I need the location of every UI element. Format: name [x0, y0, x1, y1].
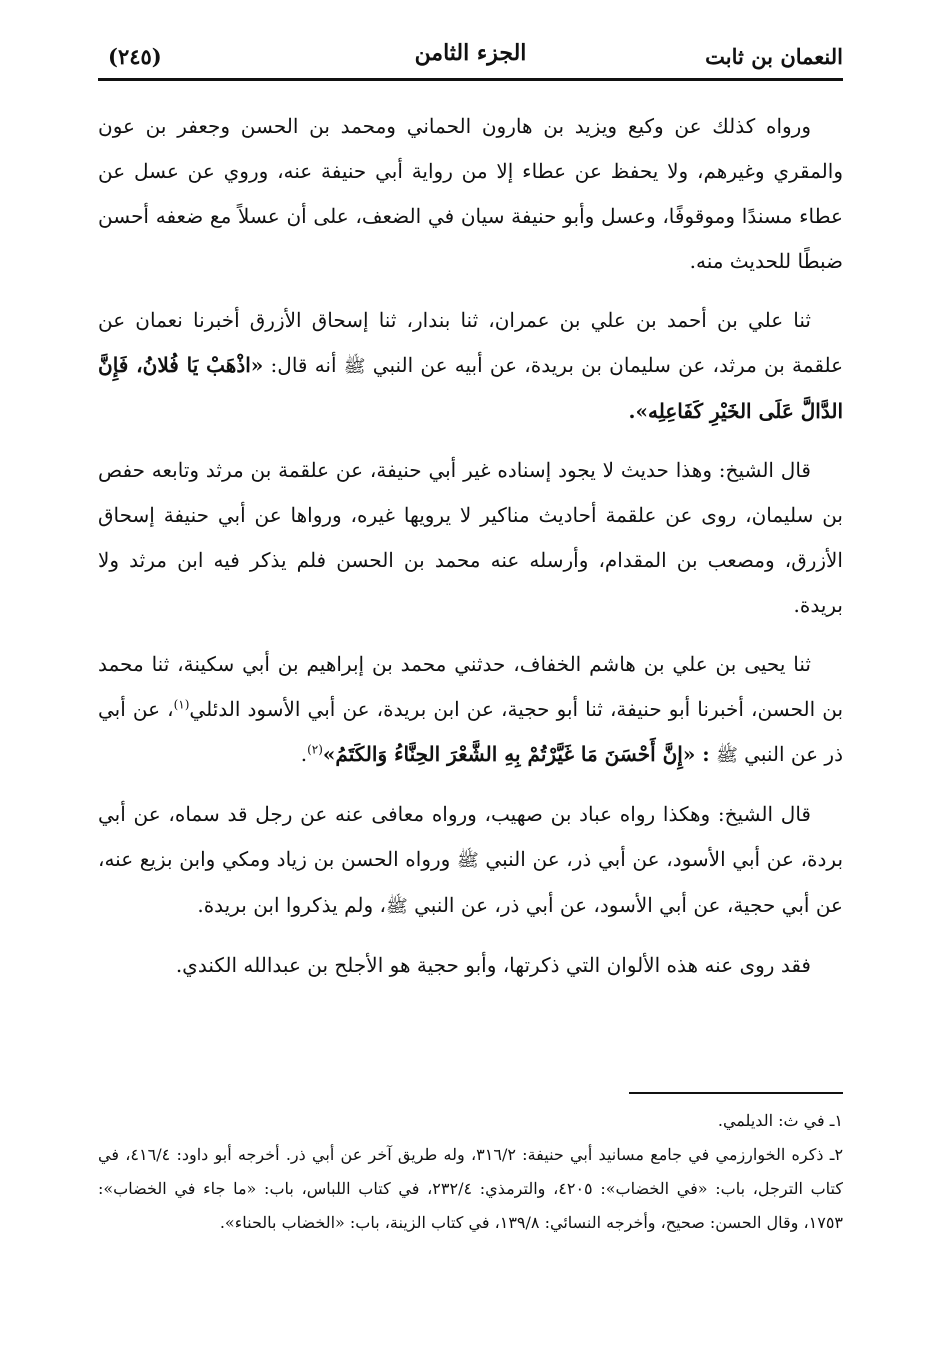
footnote-rule — [629, 1092, 843, 1094]
body-text — [98, 104, 843, 1002]
paragraph: ثنا علي بن أحمد بن علي بن عمران، ثنا بندار، ثنا إسحاق الأزرق أخبرنا نعمان عن علقمة بن مرثد، عن سليمان بن بريدة، عن أبيه عن النبي ﷺ أنه قال: «اذْهَبْ يَا فُلانُ، فَإِنَّ الدَّالَّ عَلَى الخَيْرِ كَفَاعِلِه». — [98, 308, 844, 423]
paragraph: فقد روى عنه هذه الألوان التي ذكرتها، وأبو حجية هو الأجلح بن عبدالله الكندي. — [175, 953, 811, 977]
paragraph: قال الشيخ: وهذا حديث لا يجود إسناده غير أبي حنيفة، عن علقمة بن مرثد وتابعه حفص بن سليمان، روى عن علقمة أحاديث مناكير لا يرويها غيره، ورواها عن أبي حنيفة إسحاق الأزرق، ومصعب بن المقدام، وأرسله عنه محمد بن الحسن فلم يذكر فيه ابن مرثد ولا بريدة. — [98, 458, 843, 617]
paragraph: ورواه كذلك عن وكيع ويزيد بن هارون الحماني ومحمد بن الحسن وجعفر بن عون والمقري وغيرهم، ولا يحفظ عن عطاء إلا من رواية أبي حنيفة عنه، وروي عن عسل عن عطاء مسندًا وموقوفًا، وعسل وأبو حنيفة سيان في الضعف، على أن عسلاً مع ضعفه أحسن ضبطًا للحديث منه. — [98, 114, 843, 273]
hadith-text: «اذْهَبْ يَا فُلانُ، فَإِنَّ الدَّالَّ عَلَى الخَيْرِ كَفَاعِلِه». — [98, 353, 843, 423]
salutation-glyph: ﷺ — [716, 745, 738, 766]
footnote-marker: (٢) — [307, 742, 323, 757]
part-title: الجزء الثامن — [414, 40, 527, 66]
salutation-glyph: ﷺ — [343, 356, 366, 377]
salutation-glyph: ﷺ — [457, 850, 479, 871]
paragraph: قال الشيخ: وهكذا رواه عباد بن صهيب، ورواه معافى عنه عن رجل قد سماه، عن أبي بردة، عن أبي الأسود، عن أبي ذر، عن النبي ﷺ ورواه الحسن بن زياد ومكي وابن بزيع عنه، عن أبي حجية، عن أبي الأسود، عن أبي ذر، عن النبي ﷺ، ولم يذكروا ابن بريدة. — [98, 802, 844, 917]
footnote: ٢ـ ذكره الخوارزمي في جامع مسانيد أبي حنيفة: ٣١٦/٢، وله طريق آخر عن أبي ذر. أخرجه أبو داود: ٤١٦/٤، في كتاب الترجل، باب: «في الخضاب»: ٤٢٠٥، والترمذي: ٢٣٢/٤، في كتاب اللباس، باب: «ما جاء في الخضاب»: ١٧٥٣، وقال الحسن: صحيح، وأخرجه النسائي: ١٣٩/٨، في كتاب الزينة، باب: «الخضاب بالحناء». — [98, 1145, 844, 1232]
footnote-marker: (١) — [173, 697, 190, 712]
salutation-glyph: ﷺ — [385, 896, 408, 917]
running-title: النعمان بن ثابت — [705, 44, 843, 69]
footnote: ١ـ في ث: الديلمي. — [717, 1111, 843, 1130]
header-rule — [98, 78, 843, 81]
hadith-text: : «إِنَّ أَحْسَنَ مَا غَيَّرْتُمْ بِهِ الشَّعْرَ الحِنَّاءُ وَالكَتَمُ» — [322, 742, 710, 766]
paragraph: ثنا يحيى بن علي بن هاشم الخفاف، حدثني محمد بن إبراهيم بن أبي سكينة، ثنا محمد بن الحسن، أخبرنا أبو حنيفة، ثنا أبو حجية، عن ابن بريدة، عن أبي الأسود الدئلي$^{(١)}$، عن أبي ذر عن النبي ﷺ : «إِنَّ أَحْسَنَ مَا غَيَّرْتُمْ بِهِ الشَّعْرَ الحِنَّاءُ وَالكَتَمُ»$^{(٢)}$. — [98, 652, 844, 766]
page-number: (٢٤٥) — [108, 44, 162, 69]
page-header — [98, 30, 843, 78]
footnotes — [98, 1104, 843, 1240]
